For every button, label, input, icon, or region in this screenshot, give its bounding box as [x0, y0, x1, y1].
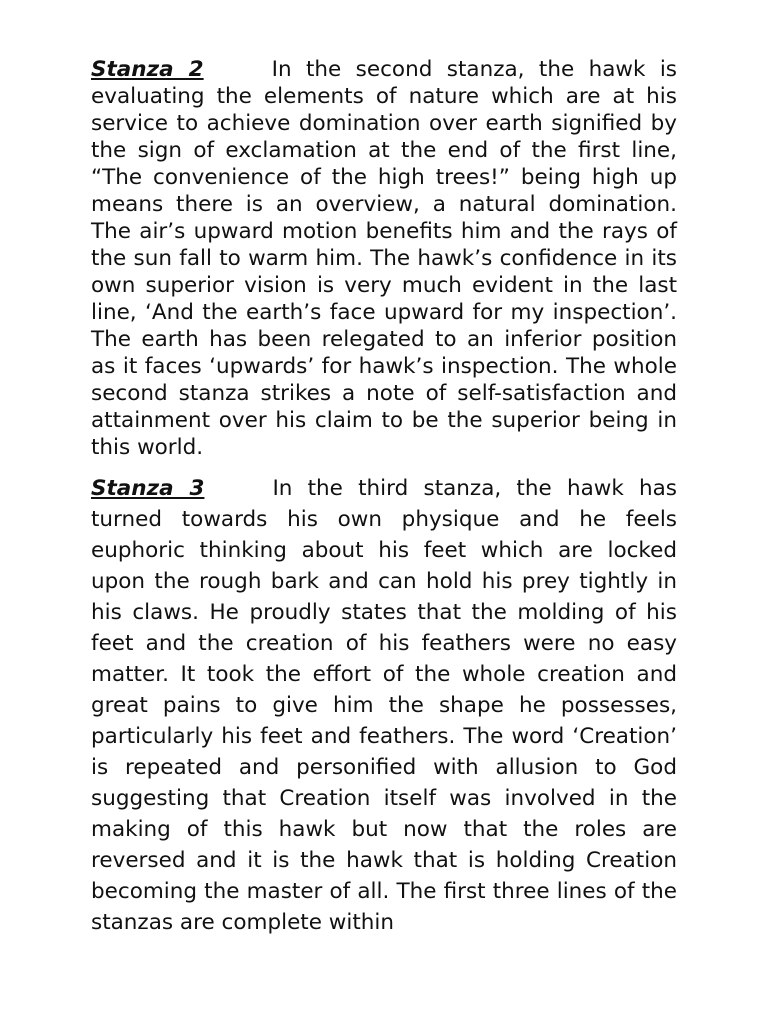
stanza-3-heading: Stanza 3	[91, 476, 205, 501]
stanza-3-body: In the third stanza, the hawk has turned towards his own physique and he feels euphoric thinking about his feet which are locked upon the rough bark and can hold his prey tightly in his claws. He proudly states that the molding of his feet and the creation of his feathers were no easy matter. It took the effort of the whole creation and great pains to give him the shape he possesses, particularly his feet and feathers. The word ‘Creation’ is repeated and personified with allusion to God suggesting that Creation itself was involved in the making of this hawk but now that the roles are reversed and it is the hawk that is holding Creation becoming the master of all. The first three lines of the stanzas are complete within	[91, 476, 678, 935]
document-page	[91, 56, 677, 938]
stanza-2-body: In the second stanza, the hawk is evaluating the elements of nature which are at his service to achieve domination over earth signified by the sign of exclamation at the end of the first line, “The convenience of the high trees!” being high up means there is an overview, a natural domination. The air’s upward motion benefits him and the rays of the sun fall to warm him. The hawk’s confidence in its own superior vision is very much evident in the last line, ‘And the earth’s face upward for my inspection’. The earth has been relegated to an inferior position as it faces ‘upwards’ for hawk’s inspection. The whole second stanza strikes a note of self-satisfaction and attainment over his claim to be the superior being in this world.	[91, 57, 677, 460]
stanza-2-heading: Stanza 2	[91, 57, 204, 82]
stanza-3-paragraph	[91, 473, 677, 938]
stanza-2-paragraph	[91, 56, 677, 461]
